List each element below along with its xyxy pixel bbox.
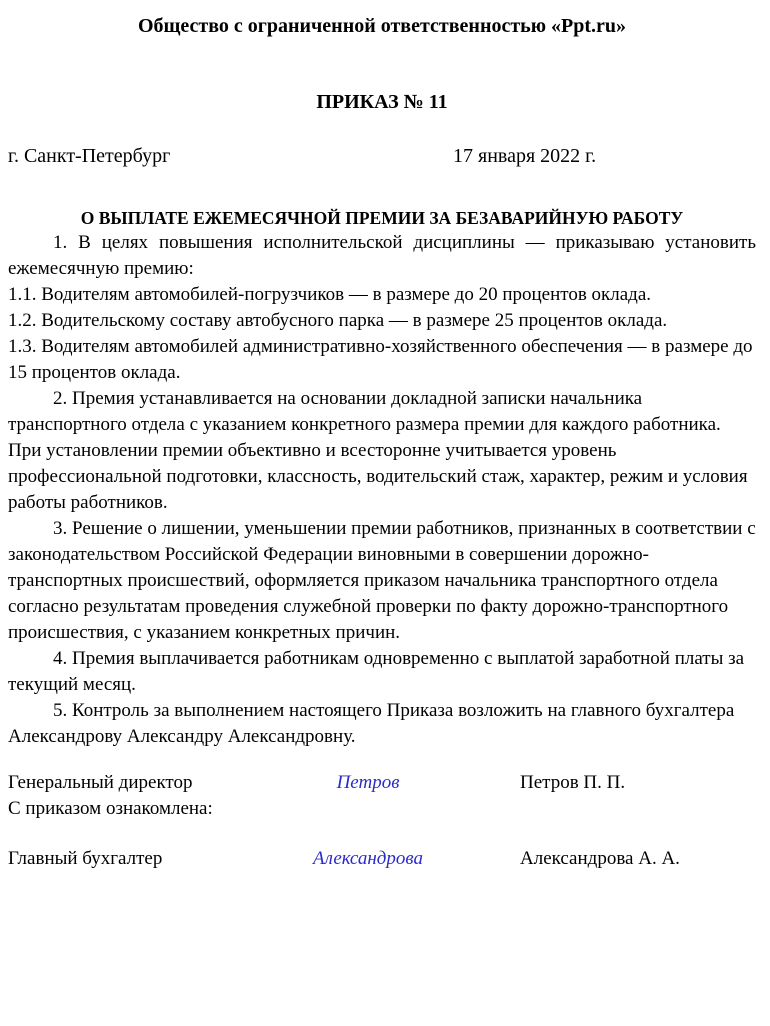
company-name: Общество с ограниченной ответственностью «Ppt.ru» [137,15,627,37]
paragraph-5: 5. Контроль за выполнением настоящего Приказа возложить на главного бухгалтера Александрову Александру Александровну. [8,700,735,747]
paragraph-1-2: 1.2. Водительскому составу автобусного парка — в размере 25 процентов оклада. [8,310,668,331]
acknowledgement-line: С приказом ознакомлена: [8,798,213,819]
paragraph-4: 4. Премия выплачивается работникам одновременно с выплатой заработной платы за текущий месяц. [8,648,745,695]
document-date: 17 января 2022 г. [453,145,597,167]
paragraph-1-1: 1.1. Водителям автомобилей-погрузчиков — в размере до 20 процентов оклада. [8,284,652,305]
document-city: г. Санкт-Петербург [8,145,171,167]
director-autograph: Петров [336,772,400,793]
order-title: ПРИКАЗ № 11 [316,91,448,113]
meta-row [8,142,756,170]
director-position-label: Генеральный директор [8,772,193,793]
paragraph-2: 2. Премия устанавливается на основании докладной записки начальника транспортного отдела с указанием конкретного размера премии для каждого работника. При установлении премии объективно и всесторонне учитывается уровень профессиональной подготовки, классность, водительский стаж, характер, режим и условия работы работников. [8,388,748,513]
accountant-position-label: Главный бухгалтер [8,848,163,869]
signature-row-director [8,770,756,796]
accountant-name: Александрова А. А. [520,848,680,869]
director-name: Петров П. П. [520,772,626,793]
accountant-autograph: Александрова [312,848,424,869]
paragraph-1-3: 1.3. Водителям автомобилей административно-хозяйственного обеспечения — в размере до 15 процентов оклада. [8,336,753,383]
paragraph-1: 1. В целях повышения исполнительской дисциплины — приказываю установить ежемесячную премию: [8,232,756,279]
signature-row-accountant [8,846,756,872]
paragraph-3: 3. Решение о лишении, уменьшении премии работников, признанных в соответствии с законодательством Российской Федерации виновными в совершении дорожно-транспортных происшествий, оформляется приказом начальника транспортного отдела согласно результатам проведения служебной проверки по факту дорожно-транспортного происшествия, с указанием конкретных причин. [8,518,756,643]
subject-line: О ВЫПЛАТЕ ЕЖЕМЕСЯЧНОЙ ПРЕМИИ ЗА БЕЗАВАРИЙНУЮ РАБОТУ [80,208,684,228]
